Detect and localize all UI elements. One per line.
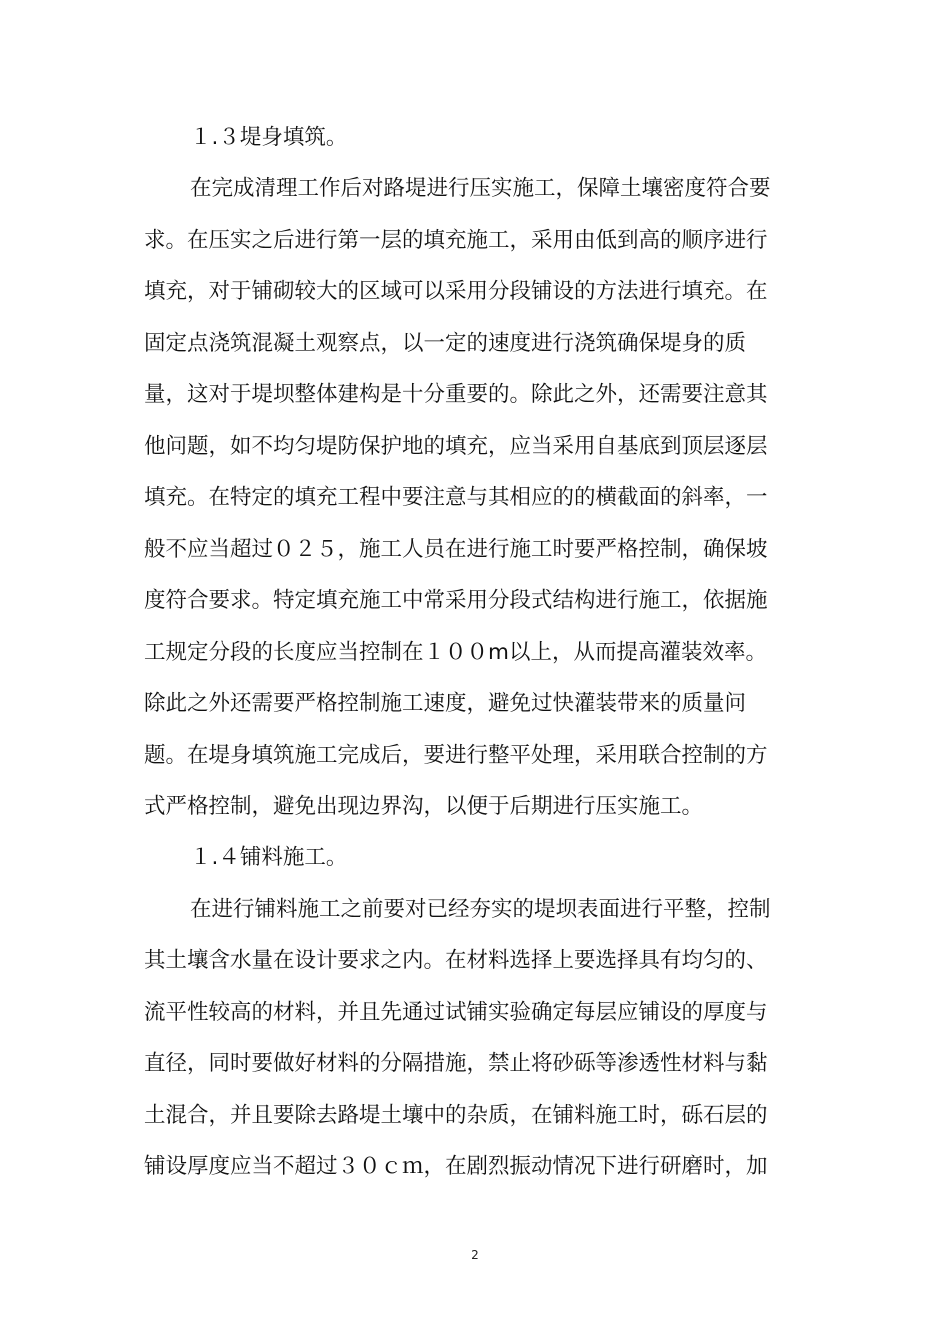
paragraph-line: 固定点浇筑混凝土观察点，以一定的速度进行浇筑确保堤身的质 [144, 331, 747, 356]
paragraph-line: 直径，同时要做好材料的分隔措施，禁止将砂砾等渗透性材料与黏 [144, 1051, 768, 1076]
paragraph-line: 填充。在特定的填充工程中要注意与其相应的的横截面的斜率，一 [144, 485, 768, 510]
paragraph-line: 他问题，如不均匀堤防保护地的填充，应当采用自基底到顶层逐层 [144, 434, 768, 459]
paragraph-line: 土混合，并且要除去路堤土壤中的杂质，在铺料施工时，砾石层的 [144, 1103, 768, 1128]
paragraph-line: 度符合要求。特定填充施工中常采用分段式结构进行施工，依据施 [144, 588, 768, 613]
paragraph-line: 填充，对于铺砌较大的区域可以采用分段铺设的方法进行填充。在 [144, 279, 768, 304]
section-heading-1-4: １.４铺料施工。 [190, 845, 348, 870]
paragraph-line: 在完成清理工作后对路堤进行压实施工，保障土壤密度符合要 [190, 176, 771, 201]
page-number: 2 [471, 1248, 479, 1262]
paragraph-line: 式严格控制，避免出现边界沟，以便于后期进行压实施工。 [144, 794, 704, 819]
paragraph-line: 量，这对于堤坝整体建构是十分重要的。除此之外，还需要注意其 [144, 382, 768, 407]
paragraph-line: 其土壤含水量在设计要求之内。在材料选择上要选择具有均匀的、 [144, 948, 768, 973]
paragraph-line: 流平性较高的材料，并且先通过试铺实验确定每层应铺设的厚度与 [144, 1000, 768, 1025]
paragraph-line: 题。在堤身填筑施工完成后，要进行整平处理，采用联合控制的方 [144, 743, 768, 768]
section-heading-1-3: １.３堤身填筑。 [190, 125, 348, 150]
paragraph-line: 求。在压实之后进行第一层的填充施工，采用由低到高的顺序进行 [144, 228, 768, 253]
paragraph-line: 在进行铺料施工之前要对已经夯实的堤坝表面进行平整，控制 [190, 897, 771, 922]
paragraph-line: 般不应当超过０２５，施工人员在进行施工时要严格控制，确保坡 [144, 537, 768, 562]
paragraph-line: 除此之外还需要严格控制施工速度，避免过快灌装带来的质量问 [144, 691, 747, 716]
paragraph-line: 工规定分段的长度应当控制在１００m以上，从而提高灌装效率。 [144, 640, 767, 665]
paragraph-line: 铺设厚度应当不超过３０ｃｍ，在剧烈振动情况下进行研磨时，加 [144, 1154, 768, 1179]
